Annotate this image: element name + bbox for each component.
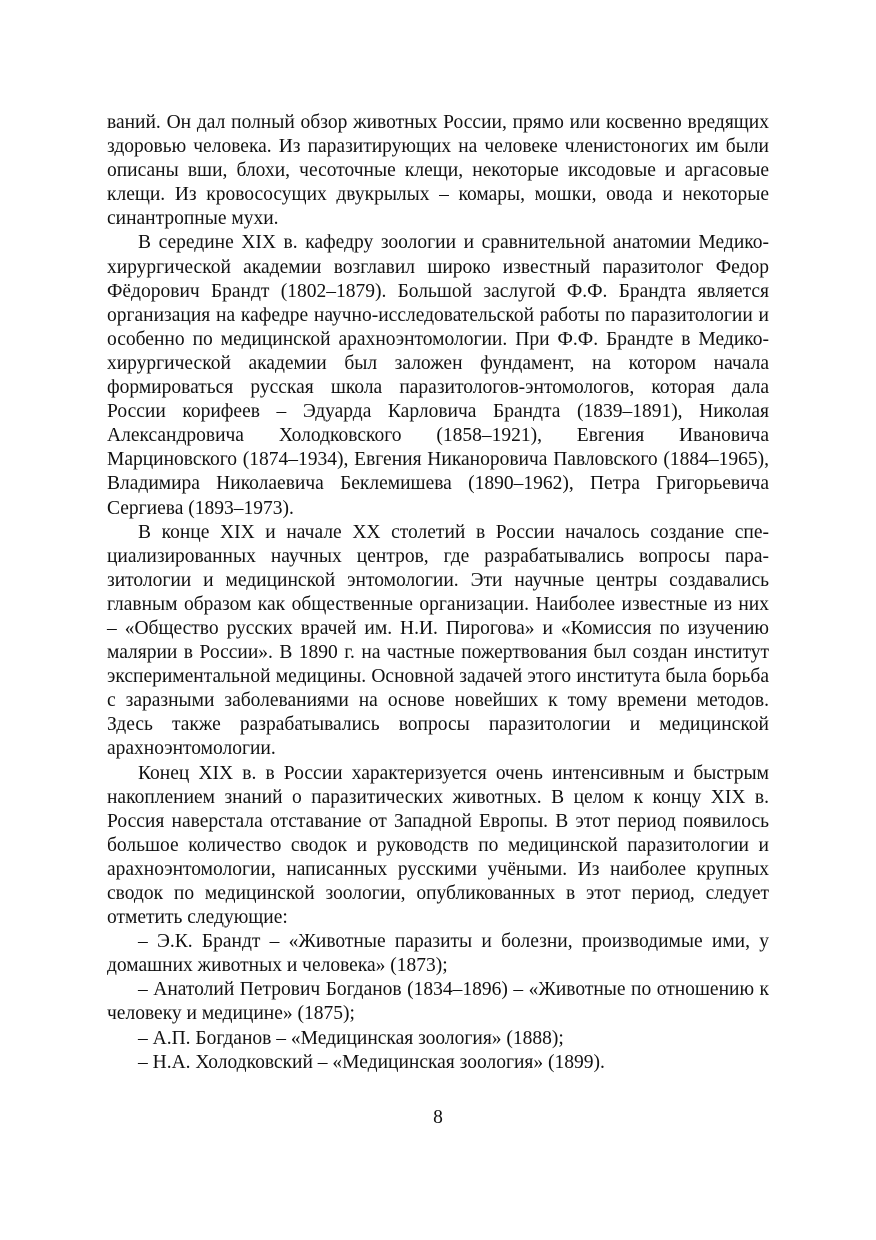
- document-page: [107, 111, 769, 1075]
- paragraph-scientific-centers: В конце XIX и начале XX столетий в России началось создание специализированных научных центров, где разрабатывались вопросы паразитологии и медицинской энтомологии. Эти научные центры создавались главным образом как общественные организации. Наиболее известные из них – «Общество русских врачей им. Н.И. Пирогова» и «Комиссия по изучению малярии в России». В 1890 г. на частные пожертвования был создан институт экспериментальной медицины. Основной задачей этого института была борьба с заразными заболеваниями на основе новейших к тому времени методов. Здесь также разрабатывались вопросы паразитологии и медицинской арахноэнтомологии.: [107, 521, 769, 760]
- list-item-kholodkovsky-1899: – Н.А. Холодковский – «Медицинская зоология» (1899).: [138, 1051, 605, 1073]
- list-item-brandt-1873: – Э.К. Брандт – «Животные паразиты и болезни, производимые ими, у домашних животных и человека» (1873);: [107, 931, 769, 977]
- list-item-bogdanov-1888: – А.П. Богданов – «Медицинская зоология» (1888);: [138, 1027, 564, 1049]
- paragraph-1-continuation: ваний. Он дал полный обзор животных России, прямо или косвенно вредящих здоровью человека. Из паразитирующих на человеке членистоногих им были описаны вши, блохи, чесоточные клещи, некоторые иксодовые и аргасовые клещи. Из кровососущих двукрылых – комары, мошки, овода и некоторые синантропные мухи.: [107, 112, 769, 230]
- paragraph-end-of-century: Конец XIX в. в России характеризуется очень интенсивным и быстрым накоплением знаний о паразитических животных. В целом к концу XIX в. Россия наверстала отставание от Западной Европы. В этот период появилось большое количество сводок и руководств по медицинской паразитологии и арахноэнтомологии, написанных русскими учёными. Из наиболее крупных сводок по медицинской зоологии, опубликованных в этот период, следует отметить следующие:: [107, 762, 769, 929]
- list-item-bogdanov-1875: – Анатолий Петрович Богданов (1834–1896) – «Животные по отношению к человеку и медицине» (1875);: [107, 979, 769, 1025]
- paragraph-brandt-department: В середине XIX в. кафедру зоологии и сравнительной анатомии Медико-хирургической академии возглавил широко известный паразитолог Федор Фёдорович Брандт (1802–1879). Большой заслугой Ф.Ф. Брандта является организация на кафедре научно-исследовательской работы по паразитологии и особенно по медицинской арахноэнтомологии. При Ф.Ф. Брандте в Медико-хирургической академии был заложен фундамент, на котором начала формироваться русская школа паразитологов-энтомологов, которая дала России корифеев – Эдуарда Карловича Брандта (1839–1891), Николая Александровича Холодковского (1858–1921), Евгения Ивановича Марциновского (1874–1934), Евгения Никаноровича Павловского (1884–1965), Владимира Николаевича Беклемишева (1890–1962), Петра Григорьевича Сергиева (1893–1973).: [107, 232, 769, 519]
- page-number: 8: [433, 1107, 443, 1128]
